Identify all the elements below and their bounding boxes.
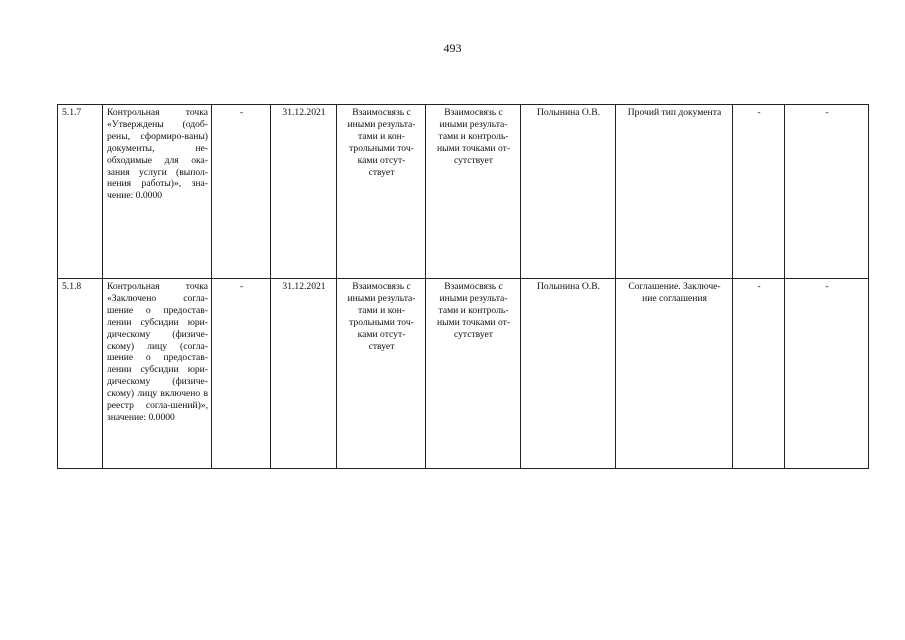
- control-point-name-cell: Контрольная точка «Заключено согла-шение о предостав-лении субсидии юри-дическому (физиче-скому) лицу (согла-шение о предостав-лении субсидии юри-дическому (физиче-скому) лицу включено в реестр согла-шений)», значение: 0.0000: [103, 279, 212, 469]
- document-type-cell: Прочий тип документа: [616, 105, 733, 279]
- table-row: [58, 279, 869, 469]
- dash-cell: -: [785, 105, 869, 279]
- dash-cell: -: [785, 279, 869, 469]
- row-number-cell: 5.1.8: [58, 279, 103, 469]
- table-row: [58, 105, 869, 279]
- document-type-cell: Соглашение. Заключе- ние соглашения: [616, 279, 733, 469]
- control-points-table: [57, 104, 869, 469]
- responsible-person-cell: Полынина О.В.: [521, 279, 616, 469]
- link-results-cell: Взаимосвязь с иными результа- тами и кон- трольными точ- ками отсут- ствует: [337, 105, 426, 279]
- page-number: 493: [443, 41, 462, 55]
- dash-cell: -: [733, 279, 785, 469]
- link-control-points-cell: Взаимосвязь с иными результа- тами и контроль- ными точками от- сутствует: [426, 105, 521, 279]
- due-date-cell: 31.12.2021: [271, 279, 337, 469]
- link-control-points-cell: Взаимосвязь с иными результа- тами и контроль- ными точками от- сутствует: [426, 279, 521, 469]
- dash-cell: -: [733, 105, 785, 279]
- responsible-person-cell: Полынина О.В.: [521, 105, 616, 279]
- control-point-name-cell: Контрольная точка «Утверждены (одоб-рены, сформиро-ваны) документы, не-обходимые для ока-зания услуги (выпол-нения работы)», зна-чение: 0.0000: [103, 105, 212, 279]
- dash-cell: -: [212, 279, 271, 469]
- row-number-cell: 5.1.7: [58, 105, 103, 279]
- dash-cell: -: [212, 105, 271, 279]
- link-results-cell: Взаимосвязь с иными результа- тами и кон- трольными точ- ками отсут- ствует: [337, 279, 426, 469]
- due-date-cell: 31.12.2021: [271, 105, 337, 279]
